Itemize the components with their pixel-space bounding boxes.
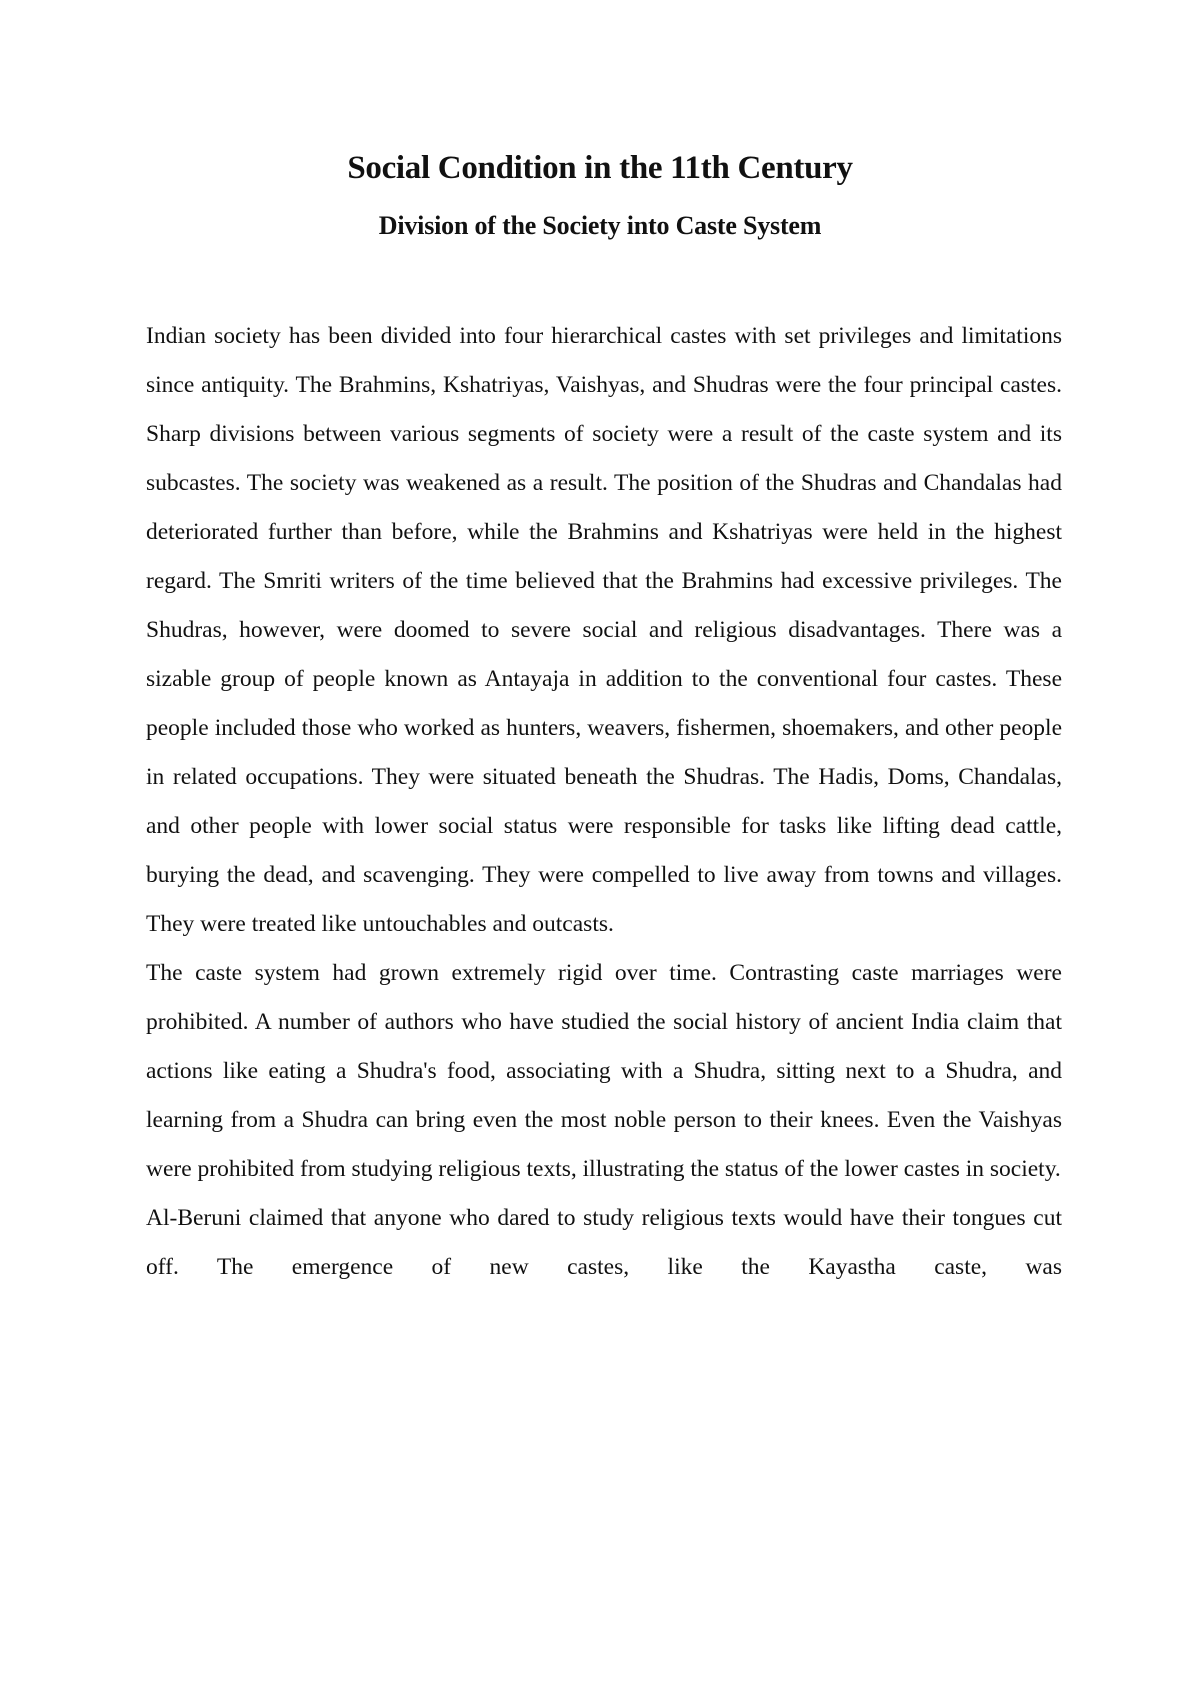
paragraph-1: Indian society has been divided into four hierarchical castes with set privileges and limitations since antiquity. The Brahmins, Kshatriyas, Vaishyas, and Shudras were the four principal castes. Sharp divisions between various segments of society were a result of the caste system and its subcastes. The society was weakened as a result. The position of the Shudras and Chandalas had deteriorated further than before, while the Brahmins and Kshatriyas were held in the highest regard. The Smriti writers of the time believed that the Brahmins had excessive privileges. The Shudras, however, were doomed to severe social and religious disadvantages. There was a sizable group of people known as Antayaja in addition to the conventional four castes. These people included those who worked as hunters, weavers, fishermen, shoemakers, and other people in related occupations. They were situated beneath the Shudras. The Hadis, Doms, Chandalas, and other people with lower social status were responsible for tasks like lifting dead cattle, burying the dead, and scavenging. They were compelled to live away from towns and villages. They were treated like untouchables and outcasts. (146, 323, 1062, 937)
page-subtitle: Division of the Society into Caste System (378, 211, 822, 240)
paragraph-3: Al-Beruni claimed that anyone who dared to study religious texts would have their tongues cut off. The emergence of new castes, like the Kayastha caste, was (146, 1205, 1062, 1280)
paragraph-2: The caste system had grown extremely rigid over time. Contrasting caste marriages were prohibited. A number of authors who have studied the social history of ancient India claim that actions like eating a Shudra's food, associating with a Shudra, sitting next to a Shudra, and learning from a Shudra can bring even the most noble person to their knees. Even the Vaishyas were prohibited from studying religious texts, illustrating the status of the lower castes in society. (146, 960, 1062, 1182)
page-title: Social Condition in the 11th Century (347, 150, 853, 186)
document-body (146, 312, 1062, 1292)
